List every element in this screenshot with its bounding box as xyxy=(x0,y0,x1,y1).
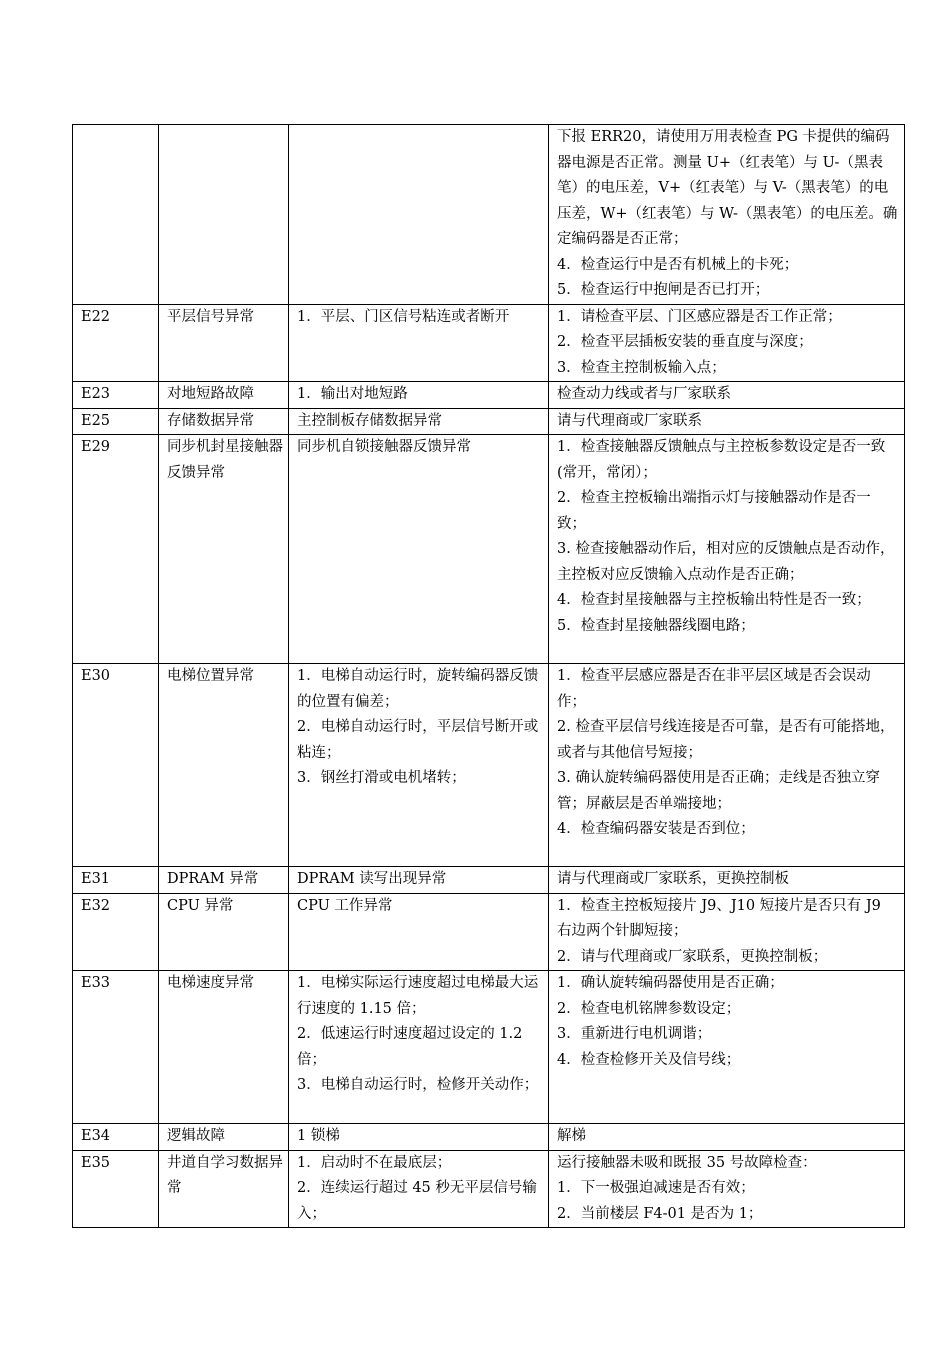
solution-line: 1．检查平层感应器是否在非平层区域是否会误动作； xyxy=(557,668,871,710)
fault-cause-cell xyxy=(289,867,549,894)
fault-code-cell: E33 xyxy=(73,971,159,1124)
cause-line: CPU 工作异常 xyxy=(297,897,393,914)
fault-name-cell: 逻辑故障 xyxy=(159,1124,289,1151)
table-row xyxy=(73,1124,905,1151)
fault-code-cell: E30 xyxy=(73,664,159,867)
fault-solution-cell xyxy=(549,125,905,305)
solution-line: 5．检查运行中抱闸是否已打开； xyxy=(557,282,770,298)
cause-line: DPRAM 读写出现异常 xyxy=(297,871,447,887)
fault-cause-cell xyxy=(289,304,549,382)
fault-code-cell: E31 xyxy=(73,867,159,894)
fault-solution-cell xyxy=(549,382,905,409)
solution-line: 1．请检查平层、门区感应器是否工作正常； xyxy=(557,308,842,325)
cause-line: 2．连续运行超过 45 秒无平层信号输入； xyxy=(297,1180,537,1222)
cause-line: 1．输出对地短路 xyxy=(297,386,408,402)
table-row xyxy=(73,1150,905,1228)
solution-line: 3. 确认旋转编码器使用是否正确；走线是否独立穿管；屏蔽层是否单端接地； xyxy=(557,770,880,812)
solution-line: 5．检查封星接触器线圈电路； xyxy=(557,617,755,634)
fault-code-cell: E22 xyxy=(73,304,159,382)
solution-line: 4．检查运行中是否有机械上的卡死； xyxy=(557,256,799,273)
solution-line: 检查动力线或者与厂家联系 xyxy=(557,386,731,402)
solution-line: 1．确认旋转编码器使用是否正确； xyxy=(557,975,784,991)
solution-line: 请与代理商或厂家联系，更换控制板 xyxy=(557,871,789,887)
fault-table-body xyxy=(73,125,905,1228)
solution-line: 4．检查编码器安装是否到位； xyxy=(557,821,755,837)
fault-cause-cell xyxy=(289,435,549,664)
solution-line: 1．检查主控板短接片 J9、J10 短接片是否只有 J9 右边两个针脚短接； xyxy=(557,897,881,939)
fault-code-cell: E29 xyxy=(73,435,159,664)
solution-line: 下报 ERR20，请使用万用表检查 PG 卡提供的编码器电源是否正常。测量 U+（红表笔）与 U-（黑表笔）的电压差，V+（红表笔）与 V-（黑表笔）的电压差，W+（红表笔）与 W-（黑表笔）的电压差。确定编码器是否正常； xyxy=(557,129,898,247)
solution-line: 请与代理商或厂家联系 xyxy=(557,412,702,429)
table-row xyxy=(73,893,905,971)
fault-cause-cell xyxy=(289,664,549,867)
fault-cause-cell xyxy=(289,1124,549,1151)
fault-code-cell: E34 xyxy=(73,1124,159,1151)
fault-solution-cell xyxy=(549,664,905,867)
table-row xyxy=(73,408,905,435)
fault-solution-cell xyxy=(549,1150,905,1228)
solution-line: 2．检查主控板输出端指示灯与接触器动作是否一致； xyxy=(557,490,871,532)
fault-name-cell: 存储数据异常 xyxy=(159,408,289,435)
fault-solution-cell xyxy=(549,893,905,971)
solution-line: 3．检查主控制板输入点； xyxy=(557,359,726,376)
fault-cause-cell xyxy=(289,971,549,1124)
table-row xyxy=(73,304,905,382)
fault-code-cell: E32 xyxy=(73,893,159,971)
table-row xyxy=(73,382,905,409)
table-row xyxy=(73,971,905,1124)
fault-name-cell: CPU 异常 xyxy=(159,893,289,971)
fault-solution-cell xyxy=(549,1124,905,1151)
cause-line: 1．平层、门区信号粘连或者断开 xyxy=(297,308,510,325)
cause-line: 1．电梯实际运行速度超过电梯最大运行速度的 1.15 倍； xyxy=(297,975,539,1017)
cause-line: 1．电梯自动运行时，旋转编码器反馈的位置有偏差； xyxy=(297,668,539,710)
cause-line: 1．启动时不在最底层； xyxy=(297,1154,452,1171)
fault-solution-cell xyxy=(549,304,905,382)
fault-cause-cell xyxy=(289,125,549,305)
fault-name-cell: 电梯位置异常 xyxy=(159,664,289,867)
fault-name-cell: 平层信号异常 xyxy=(159,304,289,382)
fault-code-cell: E35 xyxy=(73,1150,159,1228)
solution-line: 3. 检查接触器动作后，相对应的反馈触点是否动作，主控板对应反馈输入点动作是否正确； xyxy=(557,541,895,583)
table-row xyxy=(73,435,905,664)
solution-line: 2．检查平层插板安装的垂直度与深度； xyxy=(557,334,813,350)
fault-solution-cell xyxy=(549,971,905,1124)
table-row xyxy=(73,664,905,867)
fault-solution-cell xyxy=(549,867,905,894)
fault-name-cell: 井道自学习数据异常 xyxy=(159,1150,289,1228)
fault-cause-cell xyxy=(289,382,549,409)
cause-line: 3．电梯自动运行时，检修开关动作； xyxy=(297,1077,539,1093)
fault-code-cell xyxy=(73,125,159,305)
cause-line: 同步机自锁接触器反馈异常 xyxy=(297,439,471,455)
table-row xyxy=(73,125,905,305)
fault-name-cell: 同步机封星接触器反馈异常 xyxy=(159,435,289,664)
cause-line: 1 锁梯 xyxy=(297,1128,340,1144)
cause-line: 3．钢丝打滑或电机堵转； xyxy=(297,770,466,786)
solution-line: 4．检查检修开关及信号线； xyxy=(557,1051,741,1068)
solution-line: 运行接触器未吸和既报 35 号故障检查： xyxy=(557,1154,817,1171)
fault-code-table xyxy=(72,124,905,1228)
cause-line: 2．电梯自动运行时，平层信号断开或粘连； xyxy=(297,719,539,761)
fault-cause-cell xyxy=(289,1150,549,1228)
solution-line: 2. 检查平层信号线连接是否可靠，是否有可能搭地，或者与其他信号短接； xyxy=(557,719,895,761)
solution-line: 3．重新进行电机调谐； xyxy=(557,1026,712,1042)
fault-solution-cell xyxy=(549,408,905,435)
solution-line: 4．检查封星接触器与主控板输出特性是否一致； xyxy=(557,592,871,608)
fault-code-cell: E23 xyxy=(73,382,159,409)
fault-solution-cell xyxy=(549,435,905,664)
solution-line: 1．检查接触器反馈触点与主控板参数设定是否一致(常开，常闭）； xyxy=(557,439,886,481)
fault-name-cell: 电梯速度异常 xyxy=(159,971,289,1124)
solution-line: 2．检查电机铭牌参数设定； xyxy=(557,1000,741,1017)
fault-name-cell: DPRAM 异常 xyxy=(159,867,289,894)
fault-cause-cell xyxy=(289,408,549,435)
cause-line: 2．低速运行时速度超过设定的 1.2 倍； xyxy=(297,1026,523,1068)
solution-line: 2．当前楼层 F4-01 是否为 1； xyxy=(557,1205,763,1222)
solution-line: 1．下一极强迫减速是否有效； xyxy=(557,1180,755,1196)
fault-cause-cell xyxy=(289,893,549,971)
solution-line: 2．请与代理商或厂家联系，更换控制板； xyxy=(557,948,828,965)
cause-line: 主控制板存储数据异常 xyxy=(297,412,442,429)
fault-name-cell: 对地短路故障 xyxy=(159,382,289,409)
fault-code-cell: E25 xyxy=(73,408,159,435)
table-row xyxy=(73,867,905,894)
fault-name-cell xyxy=(159,125,289,305)
solution-line: 解梯 xyxy=(557,1128,586,1144)
